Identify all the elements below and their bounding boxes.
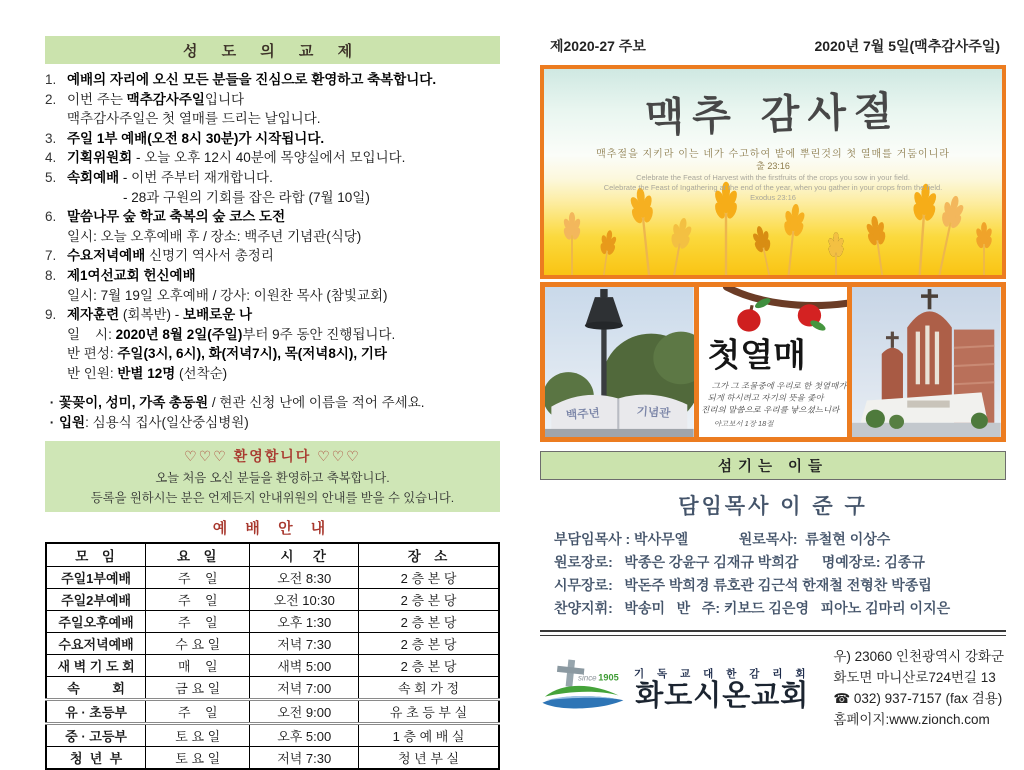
item-indent xyxy=(45,286,67,306)
address-line: 우) 23060 인천광역시 강화군 xyxy=(833,649,1004,664)
church-building-photo xyxy=(852,287,1001,437)
worship-guide-title: 예 배 안 내 xyxy=(212,519,333,537)
col-header-day: 요 일 xyxy=(146,543,250,567)
cell-day: 토 요 일 xyxy=(146,723,250,746)
item-number: 3. xyxy=(45,130,57,146)
table-row xyxy=(46,654,499,676)
announcement-list xyxy=(45,70,500,384)
item-text: 제자훈련 (회복반) - 보배로운 나 xyxy=(67,307,253,323)
list-item xyxy=(45,70,500,90)
welcome-title: ♡♡♡ 환영합니다 ♡♡♡ xyxy=(184,447,361,464)
item-text: 맥추감사주일은 첫 열매를 드리는 날입니다. xyxy=(67,111,321,127)
address-line: 홈페이지:www.zionch.com xyxy=(833,712,990,727)
cell-day: 매 일 xyxy=(146,654,250,676)
list-item xyxy=(45,168,500,188)
banner-verse-ref: 출 23:16 xyxy=(756,161,790,171)
banner-verse-english xyxy=(544,173,1002,203)
book-engraving: 백주년 xyxy=(565,405,601,422)
senior-pastor: 담임목사 이 준 구 xyxy=(678,495,868,518)
list-item xyxy=(45,246,500,266)
banner-verse-korean: 맥추절을 지키라 이는 네가 수고하여 밭에 뿌린것의 첫 열매를 거둠이니라 xyxy=(596,149,950,160)
list-subitem xyxy=(45,227,500,247)
item-number: 5. xyxy=(45,169,57,185)
worship-table xyxy=(45,542,500,770)
table-row xyxy=(46,746,499,769)
list-subitem xyxy=(45,364,500,384)
list-item xyxy=(45,90,500,110)
item-text: 일시: 오늘 오후예배 후 / 장소: 백주년 기념관(식당) xyxy=(67,228,362,244)
church-name: 화도시온교회 xyxy=(635,679,810,712)
item-number: 9. xyxy=(45,307,57,323)
item-indent xyxy=(45,109,67,129)
cell-day: 주 일 xyxy=(146,588,250,610)
serving-line: 부담임목사 : 박사무엘 원로목사: 류철현 이상수 xyxy=(554,531,891,547)
table-row xyxy=(46,588,499,610)
item-text: 제1여선교회 헌신예배 xyxy=(67,267,196,283)
item-indent xyxy=(45,364,67,384)
item-text: 반 편성: 주일(3시, 6시), 화(저녁7시), 목(저녁8시), 기타 xyxy=(67,346,387,362)
card-verse-line: 진리의 말씀으로 우리를 낳으셨느니라 xyxy=(700,404,840,415)
item-text: 속회예배 - 이번 주부터 재개합니다. xyxy=(67,169,273,185)
item-indent xyxy=(45,227,67,247)
serving-list xyxy=(540,528,1006,620)
serving-line: 찬양지휘: 박송미 반 주: 키보드 김은영 피아노 김마리 이지은 xyxy=(554,600,951,616)
cell-meeting: 주일2부예배 xyxy=(46,588,146,610)
item-text: 반 인원: 반별 12명 (선착순) xyxy=(67,365,228,381)
cell-place: 2 층 본 당 xyxy=(359,566,499,588)
banner-verse-en-ref: Exodus 23:16 xyxy=(750,193,796,202)
item-text: 일시: 7월 19일 오후예배 / 강사: 이원찬 목사 (참빛교회) xyxy=(67,287,388,303)
since-word: since xyxy=(578,673,597,683)
item-text: 주일 1부 예배(오전 8시 30분)가 시작됩니다. xyxy=(67,130,325,146)
item-text: - 28과 구원의 기회를 잡은 라합 (7월 10일) xyxy=(123,189,370,205)
issue-number: 제2020-27 주보 xyxy=(550,38,646,54)
item-number: 1. xyxy=(45,72,57,87)
cell-meeting: 속 회 xyxy=(46,676,146,699)
church-logo xyxy=(540,657,811,719)
since-year: 1905 xyxy=(598,672,619,683)
church-logo-icon xyxy=(540,657,632,719)
banner-title: 맥추 감사절 xyxy=(644,87,902,142)
col-header-meeting: 모 임 xyxy=(46,543,146,567)
item-text: 이번 주는 맥추감사주일입니다 xyxy=(67,91,245,107)
list-item xyxy=(45,148,500,168)
cell-day: 토 요 일 xyxy=(146,746,250,769)
list-item xyxy=(45,129,500,149)
bullet-line xyxy=(45,393,500,413)
col-header-time: 시 간 xyxy=(250,543,359,567)
item-indent xyxy=(45,325,67,345)
bullet-text: 꽃꽂이, 성미, 가족 총동원 / 현관 신청 난에 이름을 적어 주세요. xyxy=(59,394,425,410)
table-row xyxy=(46,632,499,654)
list-subitem xyxy=(45,286,500,306)
table-row xyxy=(46,699,499,723)
bulletin-right-page xyxy=(540,36,1006,730)
card-title: 첫열매 xyxy=(707,335,806,374)
table-row xyxy=(46,723,499,746)
cell-place: 속 회 가 정 xyxy=(359,676,499,699)
notice-bullets xyxy=(45,393,500,433)
cell-place: 유 초 등 부 실 xyxy=(359,699,499,723)
table-header-row xyxy=(46,543,499,567)
item-text: 말씀나무 숲 학교 축복의 숲 코스 도전 xyxy=(67,209,286,225)
bulletin-left-page xyxy=(45,36,500,770)
cell-time: 오전 10:30 xyxy=(250,588,359,610)
list-item xyxy=(45,305,500,325)
address-line: ☎ 032) 937-7157 (fax 겸용) xyxy=(833,691,1003,706)
cell-place: 2 층 본 당 xyxy=(359,610,499,632)
col-header-place: 장 소 xyxy=(359,543,499,567)
item-indent xyxy=(45,344,67,364)
church-address xyxy=(833,646,1006,730)
masthead xyxy=(540,36,1006,56)
photo-strip xyxy=(540,282,1006,442)
fellowship-header: 성 도 의 교 제 xyxy=(45,36,500,64)
bulletin-date: 2020년 7월 5일(맥추감사주일) xyxy=(814,38,1000,54)
cell-place: 1 층 예 배 실 xyxy=(359,723,499,746)
item-text: 예배의 자리에 오신 모든 분들을 진심으로 환영하고 축복합니다. xyxy=(67,72,437,87)
item-number: 7. xyxy=(45,248,57,264)
bullet-dot: · xyxy=(49,394,55,410)
card-verse-ref: 야고보서 1장 18절 xyxy=(713,419,774,428)
cell-meeting: 새 벽 기 도 회 xyxy=(46,654,146,676)
welcome-box xyxy=(45,441,500,512)
bullet-line xyxy=(45,413,500,433)
cell-place: 2 층 본 당 xyxy=(359,654,499,676)
book-engraving: 기념관 xyxy=(636,403,671,420)
card-verse-line: 그가 그 조물중에 우리로 한 첫열매가 xyxy=(711,380,847,391)
first-fruit-card xyxy=(699,287,848,437)
item-number: 4. xyxy=(45,150,57,166)
list-item xyxy=(45,207,500,227)
bullet-text: 입원: 심용식 집사(일산중심병원) xyxy=(59,414,249,430)
cell-day: 수 요 일 xyxy=(146,632,250,654)
footer-divider xyxy=(540,630,1006,636)
cell-meeting: 청 년 부 xyxy=(46,746,146,769)
bell-monument-photo xyxy=(545,287,694,437)
cell-day: 주 일 xyxy=(146,699,250,723)
cell-place: 2 층 본 당 xyxy=(359,588,499,610)
address-line: 화도면 마니산로724번길 13 xyxy=(833,670,996,685)
serving-line: 시무장로: 박돈주 박희경 류호관 김근석 한재철 전형찬 박종립 xyxy=(554,577,932,593)
cell-day: 주 일 xyxy=(146,566,250,588)
cell-time: 저녁 7:00 xyxy=(250,676,359,699)
cell-meeting: 중 · 고등부 xyxy=(46,723,146,746)
list-subitem xyxy=(45,188,500,208)
banner-verse-en-line: Celebrate the Feast of Ingathering at the end of the year, when you gather in your crops from the field. xyxy=(603,183,943,192)
item-text: 기획위원회 - 오늘 오후 12시 40분에 목양실에서 모입니다. xyxy=(67,150,406,166)
item-text: 수요저녁예배 신명기 역사서 총정리 xyxy=(67,248,274,264)
cell-meeting: 주일오후예배 xyxy=(46,610,146,632)
cell-time: 오후 1:30 xyxy=(250,610,359,632)
cell-time: 오전 9:00 xyxy=(250,699,359,723)
table-row xyxy=(46,610,499,632)
bullet-dot: · xyxy=(49,414,55,430)
cell-day: 금 요 일 xyxy=(146,676,250,699)
item-number: 2. xyxy=(45,91,57,107)
serving-line: 원로장로: 박종은 강윤구 김재규 박희감 명예장로: 김종규 xyxy=(554,554,925,570)
cell-day: 주 일 xyxy=(146,610,250,632)
card-verse-line: 되게 하시려고 자기의 뜻을 좇아 xyxy=(707,392,824,403)
cell-time: 오전 8:30 xyxy=(250,566,359,588)
cell-place: 청 년 부 실 xyxy=(359,746,499,769)
list-subitem xyxy=(45,325,500,345)
cell-meeting: 주일1부예배 xyxy=(46,566,146,588)
welcome-line: 등록을 원하시는 분은 언제든지 안내위원의 안내를 받을 수 있습니다. xyxy=(90,490,455,505)
table-row xyxy=(46,566,499,588)
list-subitem xyxy=(45,109,500,129)
cell-time: 새벽 5:00 xyxy=(250,654,359,676)
item-text: 일 시: 2020년 8월 2일(주일)부터 9주 동안 진행됩니다. xyxy=(67,326,396,342)
cell-meeting: 수요저녁예배 xyxy=(46,632,146,654)
item-number: 6. xyxy=(45,209,57,225)
cell-time: 저녁 7:30 xyxy=(250,746,359,769)
church-footer xyxy=(540,646,1006,730)
cell-time: 오후 5:00 xyxy=(250,723,359,746)
table-row xyxy=(46,676,499,699)
item-indent xyxy=(45,188,67,208)
welcome-line: 오늘 처음 오신 분들을 환영하고 축복합니다. xyxy=(155,470,390,485)
denomination-name: 기 독 교 대 한 감 리 회 xyxy=(634,667,811,680)
item-number: 8. xyxy=(45,267,57,283)
list-item xyxy=(45,266,500,286)
serving-header: 섬기는 이들 xyxy=(540,451,1006,480)
cell-place: 2 층 본 당 xyxy=(359,632,499,654)
list-subitem xyxy=(45,344,500,364)
cell-time: 저녁 7:30 xyxy=(250,632,359,654)
harvest-banner xyxy=(540,65,1006,279)
banner-verse-en-line: Celebrate the Feast of Harvest with the firstfruits of the crops you sow in your field. xyxy=(636,173,910,182)
cell-meeting: 유 · 초등부 xyxy=(46,699,146,723)
